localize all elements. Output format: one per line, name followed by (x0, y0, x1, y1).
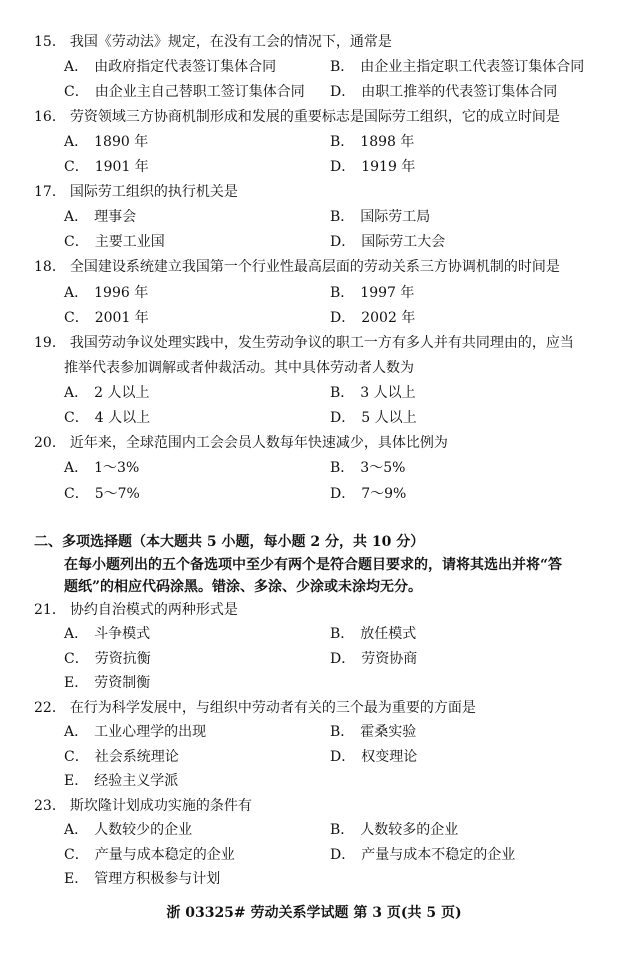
option-18-c: C． 2001 年 (64, 310, 149, 326)
option-19-c: C． 4 人以上 (64, 410, 151, 426)
section-title: 二、多项选择题 (34, 534, 132, 550)
question-number: 22． (34, 700, 66, 716)
question-stem: 我国劳动争议处理实践中，发生劳动争议的职工一方有多人并有共同理由的，应当 (69, 335, 574, 351)
option-20-d: D． 7～9% (330, 486, 407, 502)
section-instruction-line-1: 在每小题列出的五个备选项中至少有两个是符合题目要求的，请将其选出并将“答 (64, 557, 563, 573)
question-number: 15． (34, 34, 66, 50)
question-stem: 全国建设系统建立我国第一个行业性最高层面的劳动关系三方协调机制的时间是 (69, 259, 560, 275)
question-19 (34, 334, 574, 352)
page-footer: 浙 03325# 劳动关系学试题 第 3 页(共 5 页) (166, 905, 462, 921)
option-15-d: D． 由职工推举的代表签订集体合同 (330, 84, 558, 100)
question-19-stem-continued: 推举代表参加调解或者仲裁活动。其中具体劳动者人数为 (64, 360, 414, 376)
option-17-a: A． 理事会 (64, 209, 137, 225)
section-instruction-line-2: 题纸”的相应代码涂黑。错涂、多涂、少涂或未涂均无分。 (64, 579, 423, 595)
option-17-c: C． 主要工业国 (64, 234, 165, 250)
option-17-d: D． 国际劳工大会 (330, 234, 446, 250)
option-17-b: B． 国际劳工局 (330, 209, 431, 225)
question-22 (34, 699, 476, 717)
question-number: 21． (34, 602, 66, 618)
option-21-d: D． 劳资协商 (330, 651, 418, 667)
option-23-c: C． 产量与成本稳定的企业 (64, 847, 235, 863)
option-21-a: A． 斗争模式 (64, 626, 151, 642)
option-15-c: C． 由企业主自己替职工签订集体合同 (64, 84, 305, 100)
option-22-b: B． 霍桑实验 (330, 724, 417, 740)
question-23 (34, 797, 252, 815)
option-16-c: C． 1901 年 (64, 159, 149, 175)
option-18-a: A． 1996 年 (64, 285, 149, 301)
question-18 (34, 258, 560, 276)
question-20 (34, 434, 448, 452)
question-stem: 近年来，全球范围内工会会员人数每年快速减少，具体比例为 (69, 435, 448, 451)
question-number: 19． (34, 335, 66, 351)
question-15 (34, 33, 392, 51)
option-20-c: C． 5～7% (64, 486, 140, 502)
question-number: 20． (34, 435, 66, 451)
question-stem: 协约自治模式的两种形式是 (69, 602, 238, 618)
question-stem: 在行为科学发展中，与组织中劳动者有关的三个最为重要的方面是 (69, 700, 476, 716)
option-22-e: E． 经验主义学派 (64, 773, 179, 789)
section-points: （本大题共 5 小题，每小题 2 分，共 10 分） (132, 534, 425, 550)
option-20-b: B． 3～5% (330, 460, 406, 476)
option-16-d: D． 1919 年 (330, 159, 416, 175)
option-23-b: B． 人数较多的企业 (330, 822, 459, 838)
question-16 (34, 108, 560, 126)
option-21-c: C． 劳资抗衡 (64, 651, 151, 667)
question-number: 16． (34, 109, 66, 125)
option-19-d: D． 5 人以上 (330, 410, 417, 426)
option-23-a: A． 人数较少的企业 (64, 822, 193, 838)
option-18-d: D． 2002 年 (330, 310, 416, 326)
section-heading (34, 533, 424, 551)
question-stem: 我国《劳动法》规定，在没有工会的情况下，通常是 (69, 34, 392, 50)
option-19-a: A． 2 人以上 (64, 385, 150, 401)
option-23-e: E． 管理方积极参与计划 (64, 871, 221, 887)
option-22-a: A． 工业心理学的出现 (64, 724, 207, 740)
question-stem: 斯坎隆计划成功实施的条件有 (69, 798, 252, 814)
option-22-c: C． 社会系统理论 (64, 749, 179, 765)
option-16-a: A． 1890 年 (64, 134, 149, 150)
option-21-b: B． 放任模式 (330, 626, 417, 642)
option-15-b: B． 由企业主指定职工代表签订集体合同 (330, 59, 585, 75)
option-15-a: A． 由政府指定代表签订集体合同 (64, 59, 277, 75)
question-21 (34, 601, 238, 619)
question-stem: 劳资领域三方协商机制形成和发展的重要标志是国际劳工组织，它的成立时间是 (69, 109, 560, 125)
question-number: 23． (34, 798, 66, 814)
question-number: 18． (34, 259, 66, 275)
option-16-b: B． 1898 年 (330, 134, 415, 150)
question-stem: 国际劳工组织的执行机关是 (69, 184, 238, 200)
question-number: 17． (34, 184, 66, 200)
question-17 (34, 183, 238, 201)
option-23-d: D． 产量与成本不稳定的企业 (330, 847, 516, 863)
option-19-b: B． 3 人以上 (330, 385, 416, 401)
option-22-d: D． 权变理论 (330, 749, 418, 765)
option-20-a: A． 1～3% (64, 460, 140, 476)
option-18-b: B． 1997 年 (330, 285, 415, 301)
option-21-e: E． 劳资制衡 (64, 675, 151, 691)
